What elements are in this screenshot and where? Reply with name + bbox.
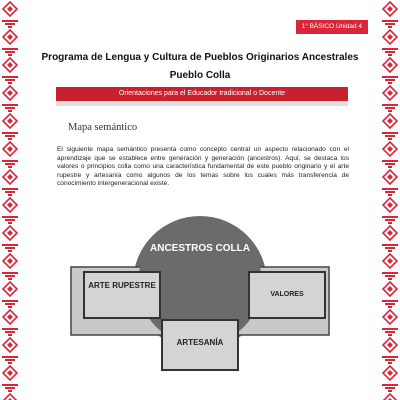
left-node-label: ARTE RUPESTRE [88,281,156,290]
section-heading: Mapa semántico [68,122,138,133]
grade-unit-badge: 1° BÁSICO Unidad 4 [296,20,368,34]
program-title: Programa de Lengua y Cultura de Pueblos Originarios Ancestrales [41,52,359,63]
center-node-label: ANCESTROS COLLA [150,243,250,254]
body-paragraph: El siguiente mapa semántico presenta como concepto central un aspecto relacionado con el aprendizaje que se establece entre generación y generación (ancestros). Aquí, se destaca los valores o principios colla como una característica fundamental de este pueblo originario y el arte rupestre y artesanía como algunos de los temas sobre los cuales más transferencia de conocimiento intergeneracional existe. [57,146,349,188]
people-title: Pueblo Colla [169,70,231,81]
left-node-box [84,272,160,318]
banner-text: Orientaciones para el Educador tradicional o Docente [118,90,286,97]
right-node-label: VALORES [270,291,304,298]
bottom-node-label: ARTESANÍA [176,338,224,347]
